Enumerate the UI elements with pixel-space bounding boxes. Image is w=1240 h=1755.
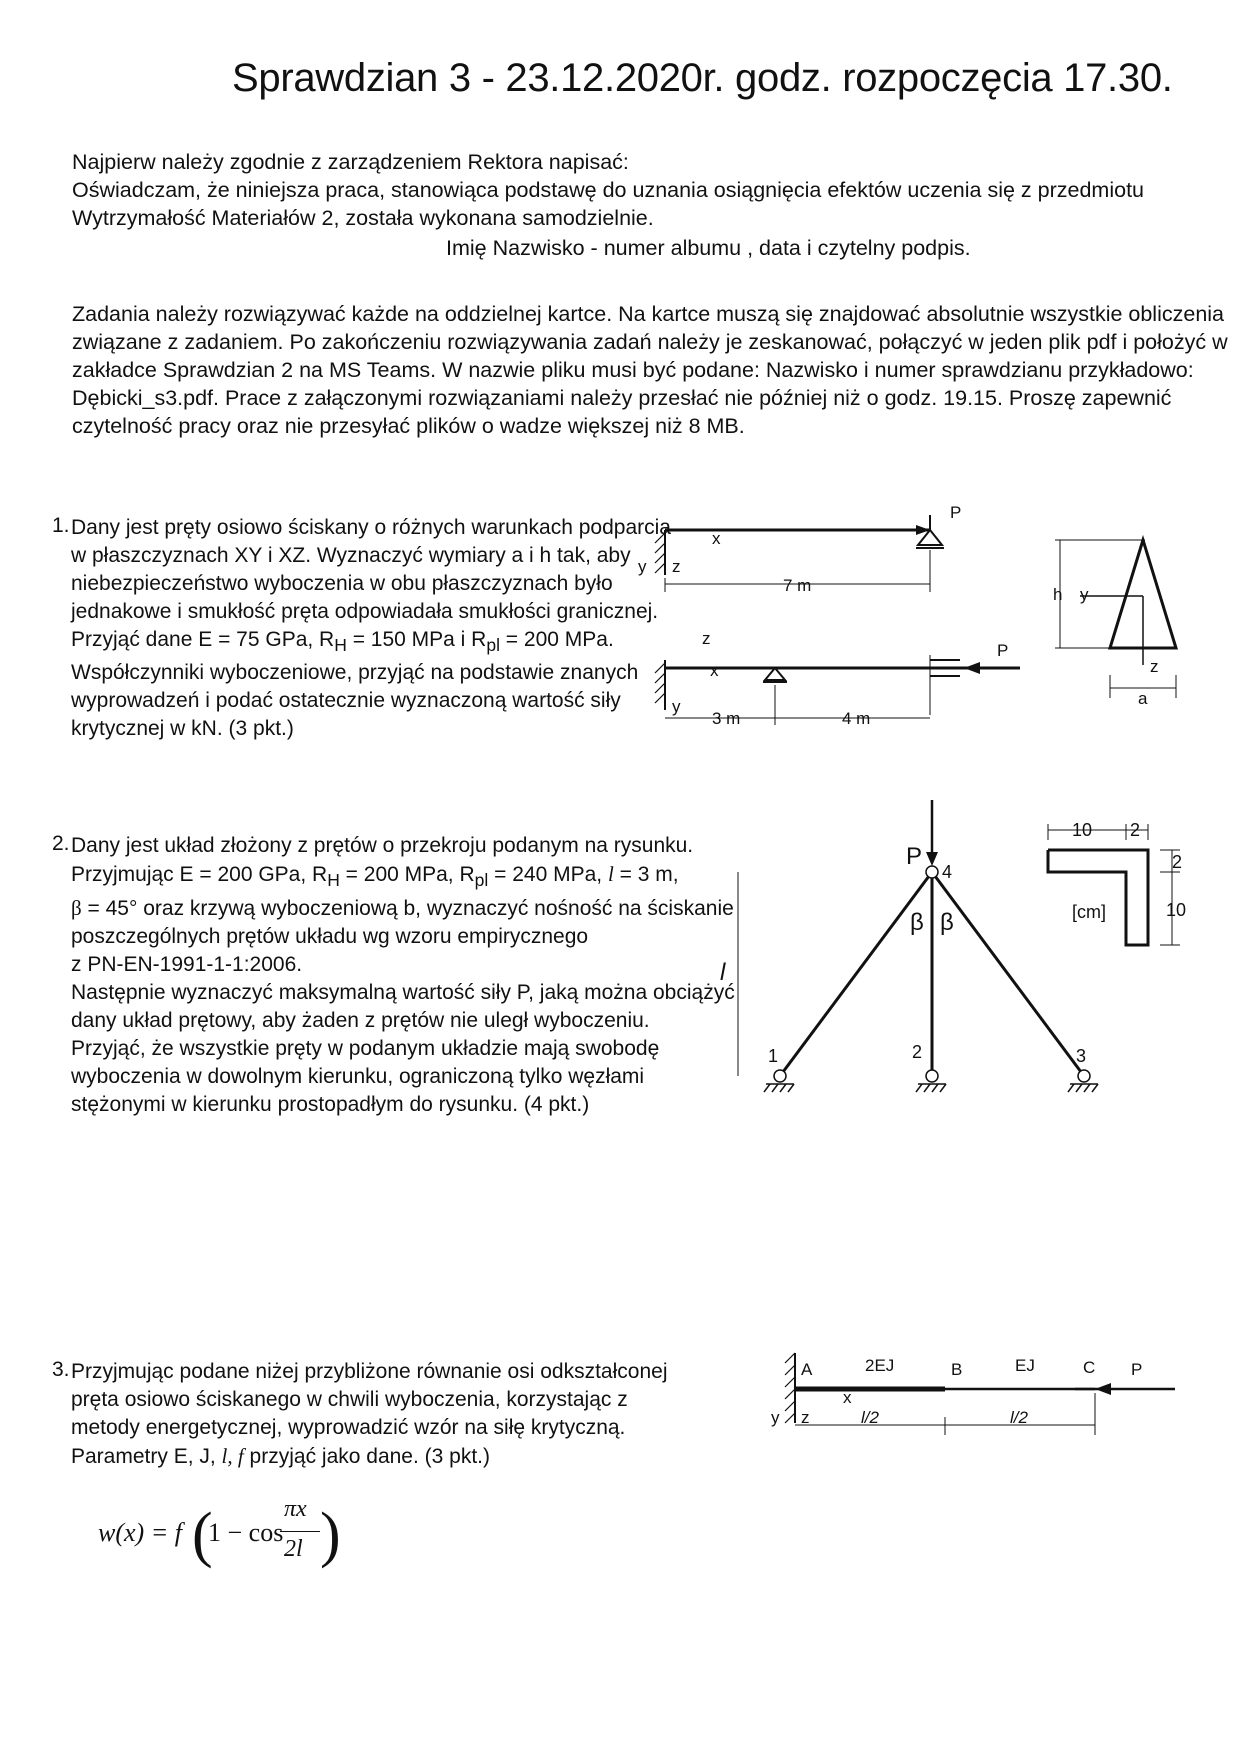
fig2-dim2a: 2	[1130, 820, 1141, 840]
task1-line: wyprowadzeń i podać ostatecznie wyznaczoną wartość siły	[71, 689, 621, 713]
fig2-l: l	[720, 959, 726, 986]
task2-line: Przyjąć, że wszystkie pręty w podanym układzie mają swobodę	[71, 1037, 660, 1061]
fig3-half2: l/2	[1010, 1408, 1028, 1427]
task2-line: poszczególnych prętów układu wg wzoru empirycznego	[71, 925, 589, 949]
task1-line: krytycznej w kN. (3 pkt.)	[71, 717, 294, 741]
instruction-line: czytelność pracy oraz nie przesyłać plików o wadze większej niż 8 MB.	[72, 414, 745, 438]
instructions	[72, 300, 1228, 440]
fig1-z-top: z	[672, 557, 681, 576]
fig2-node3: 3	[1076, 1046, 1087, 1066]
task3-line: pręta osiowo ściskanego w chwili wyboczenia, korzystając z	[71, 1388, 628, 1411]
task1-number: 1.	[52, 514, 70, 537]
fig1-len7: 7 m	[783, 576, 812, 595]
fig1-y-section: y	[1080, 585, 1089, 604]
task3-text	[71, 1358, 667, 1471]
fig1-P-bottom: P	[997, 641, 1009, 660]
formula-cos: 1 − cos	[208, 1518, 284, 1547]
fig3-x: x	[843, 1388, 852, 1407]
task1-line: w płaszczyznach XY i XZ. Wyznaczyć wymiary a i h tak, aby	[71, 544, 631, 567]
fig2-node2: 2	[912, 1042, 923, 1062]
fig3-z: z	[801, 1408, 810, 1427]
fig1-len3: 3 m	[712, 709, 741, 728]
fig1-z-section: z	[1150, 657, 1159, 676]
fig3-y: y	[771, 1408, 780, 1427]
fig2-dim2b: 2	[1172, 852, 1183, 872]
task2-number: 2.	[52, 832, 70, 855]
formula-numerator: πx	[284, 1496, 307, 1522]
fig1-P-top: P	[950, 503, 962, 522]
fig1-a: a	[1138, 689, 1148, 708]
intro-text	[72, 148, 1144, 232]
fig2-dim10a: 10	[1072, 820, 1093, 840]
fig1-x-bottom: x	[710, 661, 719, 680]
fig2-beta-right: β	[940, 909, 954, 936]
formula-denominator: 2l	[284, 1536, 303, 1562]
task1-line: Dany jest pręty osiowo ściskany o różnych warunkach podparcia	[71, 516, 671, 539]
task1-text	[71, 514, 671, 743]
fig1-y-top: y	[638, 557, 647, 576]
task2-line: stężonymi w kierunku prostopadłym do rysunku. (4 pkt.)	[71, 1093, 590, 1117]
fig1-y-bottom: y	[672, 697, 681, 716]
task2-line-beta: β = 45° oraz krzywą wyboczeniową b, wyznaczyć nośność na ściskanie	[71, 896, 734, 921]
task2-line: Dany jest układ złożony z prętów o przekroju podanym na rysunku.	[71, 834, 694, 857]
task2-line: Następnie wyznaczyć maksymalną wartość siły P, jaką można obciążyć	[71, 981, 735, 1005]
fig3-2EJ: 2EJ	[865, 1356, 895, 1375]
fig2-P: P	[906, 843, 923, 870]
instruction-line: związane z zadaniem. Po zakończeniu rozwiązywania zadań należy je zeskanować, połączyć w jeden plik pdf i położyć w	[72, 330, 1228, 354]
instruction-line: Zadania należy rozwiązywać każde na oddzielnej kartce. Na kartce muszą się znajdować absolutnie wszystkie obliczenia	[72, 302, 1225, 326]
task2-line: wyboczenia w dowolnym kierunku, ograniczoną tylko węzłami	[71, 1065, 645, 1089]
instruction-line: Dębicki_s3.pdf. Prace z załączonymi rozwiązaniami należy przesłać nie później niż o godz. 19.15. Proszę zapewnić	[72, 386, 1172, 410]
fig2-node4: 4	[942, 862, 953, 882]
task3-number: 3.	[52, 1358, 70, 1381]
fig3-C: C	[1083, 1358, 1096, 1377]
intro-line: Oświadczam, że niniejsza praca, stanowiąca podstawę do uznania osiągnięcia efektów uczenia się z przedmiotu	[72, 178, 1144, 202]
fig2-beta-left: β	[910, 909, 924, 936]
fig2-node1: 1	[768, 1046, 779, 1066]
task1-figure	[620, 500, 1180, 740]
task3-figure	[755, 1345, 1195, 1435]
fig3-P: P	[1131, 1360, 1143, 1379]
task3-line: Przyjmując podane niżej przybliżone równanie osi odkształconej	[71, 1360, 668, 1383]
deflection-formula: w(x) = f ( 1 − cos πx 2l )	[98, 1496, 341, 1569]
task3-line: metody energetycznej, wyprowadzić wzór na siłę krytyczną.	[71, 1416, 626, 1439]
intro-line: Wytrzymałość Materiałów 2, została wykonana samodzielnie.	[72, 206, 654, 230]
task1-line: niebezpieczeństwo wyboczenia w obu płaszczyznach było	[71, 572, 613, 595]
fig1-x-top: x	[712, 529, 721, 548]
task3-line-params: Parametry E, J, l, f przyjąć jako dane. (3 pkt.)	[71, 1444, 490, 1468]
task1-line: Współczynniki wyboczeniowe, przyjąć na podstawie znanych	[71, 661, 639, 685]
formula-lhs: w(x) = f	[98, 1518, 182, 1547]
fig1-h: h	[1053, 585, 1063, 604]
fig3-A: A	[801, 1360, 813, 1379]
fig2-unit: [cm]	[1072, 902, 1106, 922]
fig3-half1: l/2	[861, 1408, 879, 1427]
fig3-B: B	[951, 1360, 963, 1379]
fig1-len4: 4 m	[842, 709, 871, 728]
page-title: Sprawdzian 3 - 23.12.2020r. godz. rozpoczęcia 17.30.	[232, 56, 1173, 100]
task1-line: jednakowe i smukłość pręta odpowiadała smukłości granicznej.	[71, 600, 659, 623]
task2-line: z PN-EN-1991-1-1:2006.	[71, 953, 303, 977]
task1-line-params: Przyjąć dane E = 75 GPa, $R_H = 150$ MPa i $R_{pl} = 200$ MPa.	[71, 628, 614, 656]
task2-line-params: Przyjmując E = 200 GPa, $R_H = 200$ MPa, $R_{pl} = 240$ MPa, l = 3 m,	[71, 862, 679, 891]
instruction-line: zakładce Sprawdzian 2 na MS Teams. W nazwie pliku musi być podane: Nazwisko i numer sprawdzianu przykładowo:	[72, 358, 1194, 382]
task2-text	[71, 832, 735, 1119]
fig1-z-bottom: z	[702, 629, 711, 648]
fig2-dim10b: 10	[1166, 900, 1187, 920]
signature-line: Imię Nazwisko - numer albumu , data i czytelny podpis.	[446, 236, 971, 260]
fig3-EJ: EJ	[1015, 1356, 1035, 1375]
task2-figure	[720, 800, 1190, 1110]
intro-line: Najpierw należy zgodnie z zarządzeniem Rektora napisać:	[72, 150, 629, 174]
task2-line: dany układ prętowy, aby żaden z prętów nie uległ wyboczeniu.	[71, 1009, 650, 1033]
